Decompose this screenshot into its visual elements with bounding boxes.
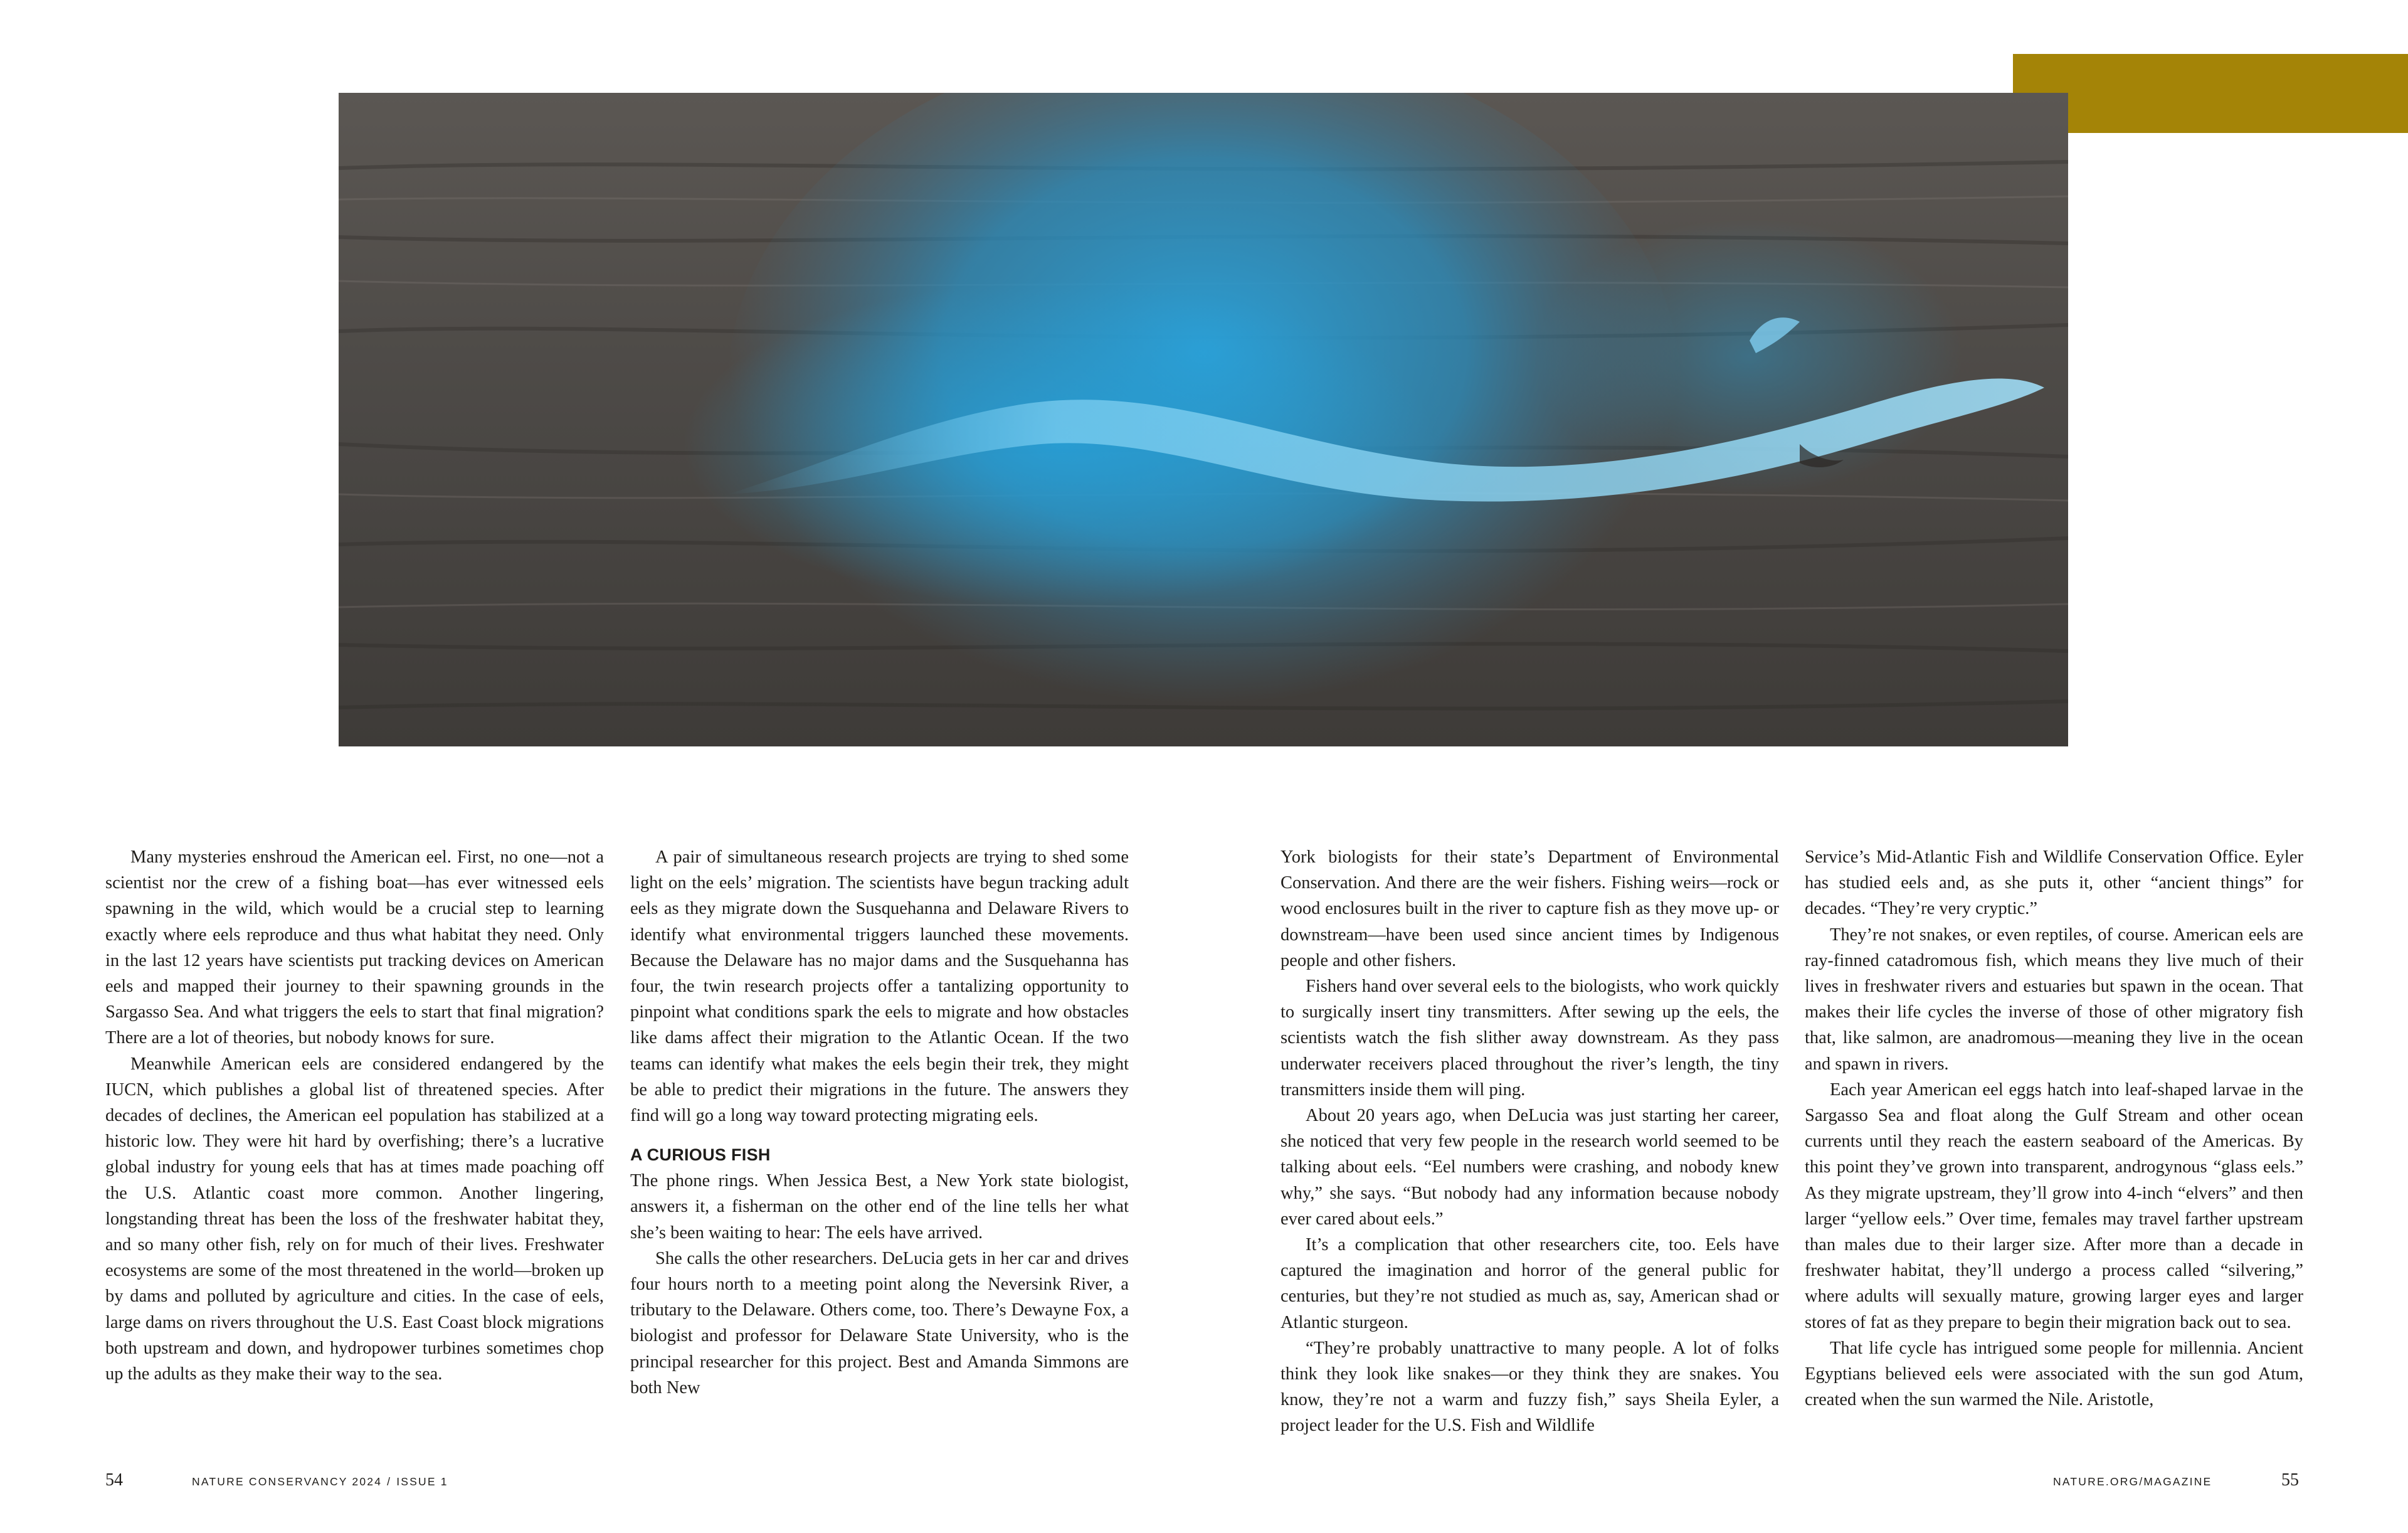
body-paragraph: That life cycle has intrigued some people for millennia. Ancient Egyptians believed eels were associated with the sun god Atum, created when the sun warmed the Nile. Aristotle, — [1805, 1338, 2303, 1410]
runner-issue: ISSUE 1 — [396, 1475, 448, 1488]
body-paragraph: York biologists for their state’s Department of Environmental Conservation. And there are the weir fishers. Fishing weirs—rock or wood enclosures built in the river to capture fish as they move up- or downstream—have been used since ancient times by Indigenous people and other fishers. — [1281, 847, 1779, 970]
body-paragraph: “They’re probably unattractive to many people. A lot of folks think they look like snakes—or they think they are snakes. You know, they’re not a warm and fuzzy fish,” says Sheila Eyler, a project leader for the U.S. Fish and Wildlife — [1281, 1338, 1779, 1436]
accent-color-band — [2013, 54, 2408, 133]
article-column-1 — [105, 844, 604, 1387]
body-paragraph: Many mysteries enshroud the American eel. First, no one—not a scientist nor the crew of a fishing boat—has ever witnessed eels spawning in the wild, which would be a crucial step to learning exactly where eels reproduce and thus what habitat they need. Only in the last 12 years have scientists put tracking devices on American eels and mapped their journey to their spawning grounds in the Sargasso Sea. And what triggers the eels to start that final migration? There are a lot of theories, but nobody knows for sure. — [105, 847, 604, 1048]
eel-photo — [339, 93, 2068, 746]
body-paragraph: She calls the other researchers. DeLucia gets in her car and drives four hours north to a meeting point along the Neversink River, a tributary to the Delaware. Others come, too. There’s Dewayne Fox, a biologist and professor for Delaware State University, who is the principal researcher for this project. Best and Amanda Simmons are both New — [630, 1248, 1129, 1398]
left-running-footer — [192, 1473, 448, 1490]
body-paragraph: They’re not snakes, or even reptiles, of course. American eels are ray-finned catadromous fish, which means they live much of their lives in freshwater rivers and estuaries but spawn in the ocean. That makes their life cycles the inverse of those of other migratory fish that, like salmon, are anadromous—meaning they live in the ocean and spawn in rivers. — [1805, 925, 2303, 1074]
right-page-number: 55 — [2281, 1470, 2299, 1490]
eel-photo-illustration — [339, 93, 2068, 746]
runner-publication: NATURE CONSERVANCY — [192, 1475, 348, 1488]
right-running-footer: NATURE.ORG/MAGAZINE — [2053, 1475, 2212, 1488]
body-paragraph: A pair of simultaneous research projects are trying to shed some light on the eels’ migration. The scientists have begun tracking adult eels as they migrate down the Susquehanna and Delaware Rivers to identify what environmental triggers launched these movements. Because the Delaware has no major dams and the Susquehanna has four, the twin research projects offer a tantalizing opportunity to pinpoint what conditions spark the eels to migrate and how obstacles like dams affect their migration to the Atlantic Ocean. If the two teams can identify what makes the eels begin their trek, they might be able to predict their migrations in the future. The answers they find will go a long way toward protecting migrating eels. — [630, 847, 1129, 1126]
body-paragraph: Each year American eel eggs hatch into leaf-shaped larvae in the Sargasso Sea and float along the Gulf Stream and other ocean currents until they reach the eastern seaboard of the Americas. By this point they’ve grown into transparent, androgynous “glass eels.” As they migrate upstream, they’ll grow into 4-inch “elvers” and then larger “yellow eels.” Over time, females may travel farther upstream than males due to their larger size. After more than a decade in freshwater habitat, they’ll undergo a process called “silvering,” where adults will sexually mature, growing larger eyes and larger stores of fat as they prepare to begin their migration back out to sea. — [1805, 1079, 2303, 1332]
article-column-3 — [1281, 844, 1779, 1439]
body-paragraph: About 20 years ago, when DeLucia was just starting her career, she noticed that very few people in the research world seemed to be talking about eels. “Eel numbers were crashing, and nobody knew why,” she says. “But nobody had any information because nobody ever cared about eels.” — [1281, 1106, 1779, 1229]
body-paragraph: Fishers hand over several eels to the biologists, who work quickly to surgically insert tiny transmitters. After sewing up the eels, the scientists watch the fish slither away downstream. As they pass underwater receivers placed throughout the river’s length, the tiny transmitters inside them will ping. — [1281, 977, 1779, 1100]
article-column-4 — [1805, 844, 2303, 1413]
article-column-2 — [630, 844, 1129, 1401]
section-heading: A CURIOUS FISH — [630, 1145, 771, 1165]
body-paragraph: Service’s Mid-Atlantic Fish and Wildlife Conservation Office. Eyler has studied eels and, as she puts it, other “ancient things” for decades. “They’re very cryptic.” — [1805, 847, 2303, 919]
body-paragraph: It’s a complication that other researchers cite, too. Eels have captured the imagination and horror of the general public for centuries, but they’re not studied as much as, say, American shad or Atlantic sturgeon. — [1281, 1235, 1779, 1332]
runner-separator: / — [387, 1475, 392, 1488]
runner-year: 2024 — [352, 1475, 383, 1488]
body-paragraph: The phone rings. When Jessica Best, a New York state biologist, answers it, a fisherman on the other end of the line tells her what she’s been waiting to hear: The eels have arrived. — [630, 1171, 1129, 1243]
left-page-number: 54 — [105, 1470, 123, 1490]
body-paragraph: Meanwhile American eels are considered endangered by the IUCN, which publishes a global list of threatened species. After decades of declines, the American eel population has stabilized at a historic low. They were hit hard by overfishing; there’s a lucrative global industry for young eels that has at times made poaching off the U.S. Atlantic coast more common. Another lingering, longstanding threat has been the loss of the freshwater habitat they, and so many other fish, rely on for much of their lives. Freshwater ecosystems are some of the most threatened in the world—broken up by dams and polluted by agriculture and cities. In the case of eels, large dams on rivers throughout the U.S. East Coast block migrations both upstream and down, and hydropower turbines sometimes chop up the adults as they make their way to the sea. — [105, 1054, 604, 1384]
